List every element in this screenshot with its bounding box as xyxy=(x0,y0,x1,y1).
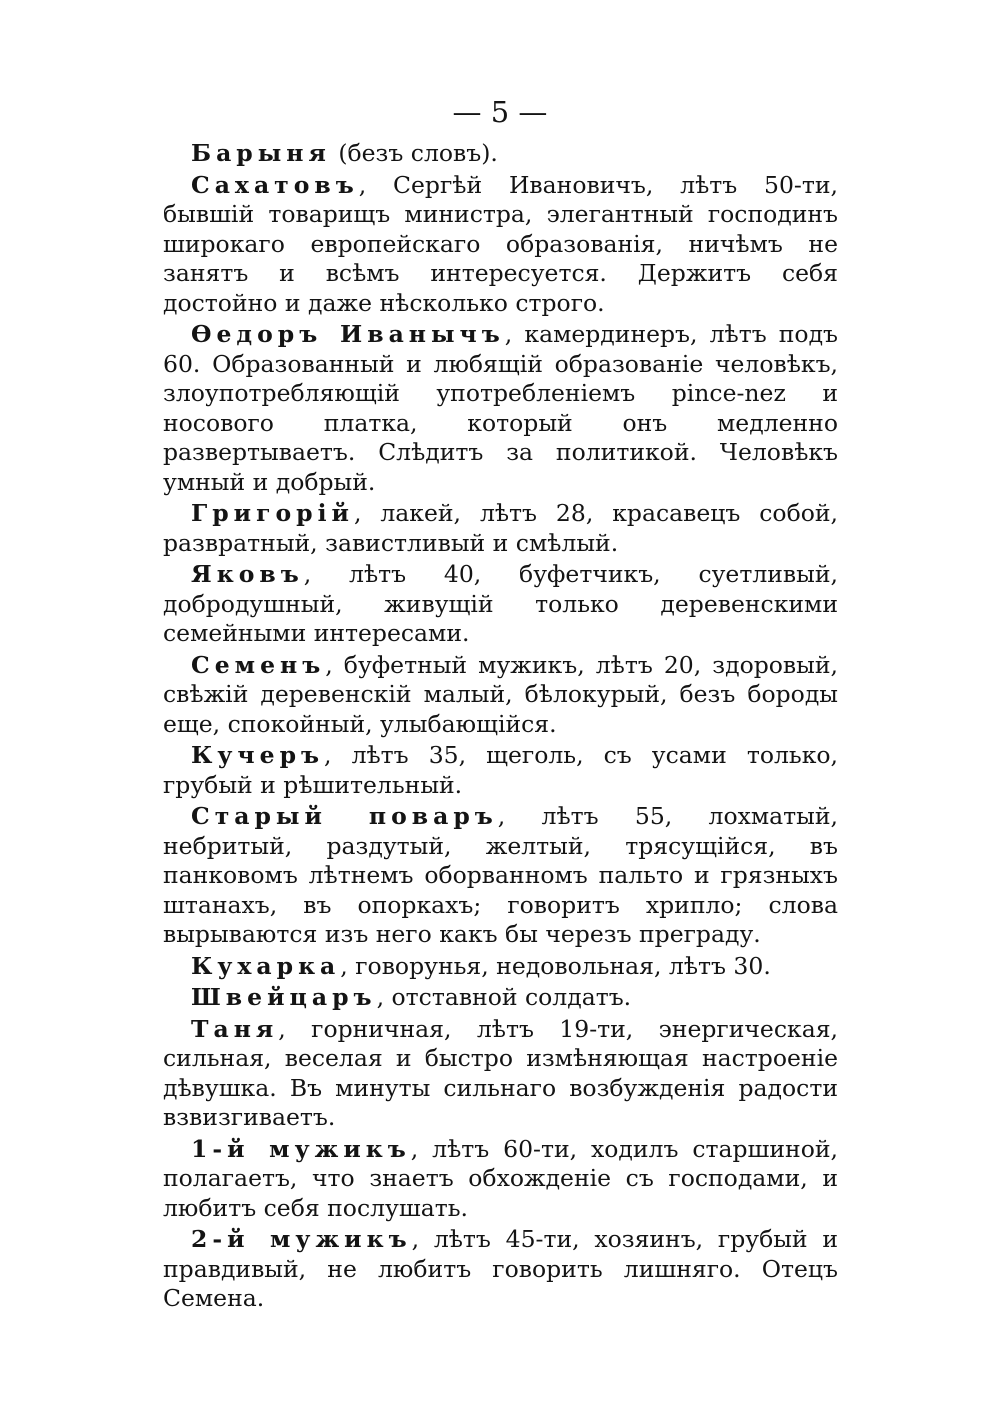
character-description: , горничная, лѣтъ 19-ти, энергическая, сильная, веселая и быстро измѣняющая настроеніе дѣвушка. Въ минуты сильнаго возбужденія радости взвизгиваетъ. xyxy=(163,1014,838,1131)
character-entry-doorman xyxy=(163,983,838,1013)
character-description: , лѣтъ 35, щеголь, съ усами только, грубый и рѣшительный. xyxy=(163,741,838,799)
character-description: , Сергѣй Ивановичъ, лѣтъ 50-ти, бывшій товарищъ министра, элегантный господинъ широкаго европейскаго образованія, ничѣмъ не занятъ и всѣмъ интересуется. Держитъ себя достойно и даже нѣсколько строго. xyxy=(163,170,838,317)
character-name: Кухарка xyxy=(191,951,341,980)
character-entry-old-cook xyxy=(163,802,838,950)
character-name: Кучеръ xyxy=(191,741,325,769)
page-number: — 5 — xyxy=(452,95,548,129)
character-description: , лакей, лѣтъ 28, красавецъ собой, развратный, завистливый и смѣлый. xyxy=(163,499,838,557)
character-entry-kukharka xyxy=(163,952,838,982)
character-name: Ѳедоръ Иванычъ xyxy=(191,320,505,348)
character-description: (безъ словъ). xyxy=(330,139,498,167)
character-entry-barynya xyxy=(163,139,838,169)
character-entry-tanya xyxy=(163,1015,838,1133)
character-name: Таня xyxy=(191,1014,279,1043)
character-description: , лѣтъ 40, буфетчикъ, суетливый, добродушный, живущій только деревенскими семейными интересами. xyxy=(163,560,838,647)
character-entry-first-peasant xyxy=(163,1135,838,1224)
character-entry-grigory xyxy=(163,499,838,558)
character-name: Григорій xyxy=(191,499,354,527)
character-entry-second-peasant xyxy=(163,1225,838,1314)
character-name: Старый поваръ xyxy=(191,802,498,830)
character-name: 2-й мужикъ xyxy=(191,1225,412,1253)
character-description: , лѣтъ 55, лохматый, небритый, раздутый, желтый, трясущійся, въ панковомъ лѣтнемъ оборванномъ пальто и грязныхъ штанахъ, въ опоркахъ; говоритъ хрипло; слова вырываются изъ него какъ бы черезъ преграду. xyxy=(163,802,838,948)
character-entry-sakhatov xyxy=(163,171,838,319)
character-description: , камердинеръ, лѣтъ подъ 60. Образованный и любящій образованіе человѣкъ, злоупотребляющій употребленіемъ pince-nez и носового платка, который онъ медленно развертываетъ. Слѣдитъ за политикой. Человѣкъ умный и добрый. xyxy=(163,320,838,496)
character-name: Яковъ xyxy=(191,560,304,588)
character-entry-yakov xyxy=(163,560,838,649)
character-name: 1-й мужикъ xyxy=(191,1134,411,1163)
character-entry-semyon xyxy=(163,651,838,740)
character-description: , говорунья, недовольная, лѣтъ 30. xyxy=(340,951,771,980)
character-description: , лѣтъ 60-ти, ходилъ старшиной, полагаетъ, что знаетъ обхожденіе съ господами, и любитъ себя послушать. xyxy=(163,1134,838,1222)
character-list xyxy=(163,139,838,1316)
character-description: , лѣтъ 45-ти, хозяинъ, грубый и правдивый, не любитъ говорить лишняго. Отецъ Семена. xyxy=(163,1225,838,1312)
character-name: Барыня xyxy=(191,139,331,167)
character-entry-fyodor xyxy=(163,320,838,497)
character-description: , буфетный мужикъ, лѣтъ 20, здоровый, свѣжій деревенскій малый, бѣлокурый, безъ бороды еще, спокойный, улыбающійся. xyxy=(163,650,838,738)
character-name: Семенъ xyxy=(191,650,326,679)
character-description: , отставной солдатъ. xyxy=(376,983,632,1011)
character-entry-coachman xyxy=(163,741,838,800)
character-name: Сахатовъ xyxy=(191,170,359,199)
character-name: Швейцаръ xyxy=(191,983,377,1011)
